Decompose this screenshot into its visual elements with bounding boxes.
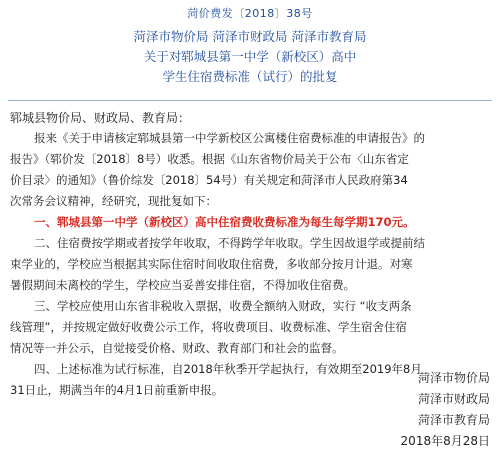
body-line: 二、住宿费按学期或者按学年收取，不得跨学年收取。学生因故退学或提前结 bbox=[34, 236, 425, 250]
body-line: 31日止，期满当年的4月1日前重新申报。 bbox=[10, 383, 224, 397]
addressee: 郓城县物价局、财政局、教育局： bbox=[10, 111, 191, 125]
body-line: 线管理”，并按规定做好收费公示工作，将收费项目、收费标准、学生宿舍住宿 bbox=[10, 320, 407, 334]
fee-standard-highlight: 一、郓城县第一中学（新校区）高中住宿费收费标准为每生每学期170元。 bbox=[34, 215, 415, 229]
body-line: 暑假期间未离校的学生，学校应当妥善安排住宿，不得加收住宿费。 bbox=[10, 278, 355, 292]
body-line: 价目录〉的通知》（鲁价综发〔2018〕54号）有关规定和菏泽市人民政府第34 bbox=[10, 173, 408, 187]
signature-block bbox=[401, 368, 490, 452]
body-line: 三、学校应使用山东省非税收入票据，收费全额纳入财政，实行 “收支两条 bbox=[34, 299, 412, 313]
body-line: 报来《关于申请核定郓城县第一中学新校区公寓楼住宿费标准的申请报告》的 bbox=[34, 131, 425, 145]
issuing-agencies: 菏泽市物价局 菏泽市财政局 菏泽市教育局 bbox=[133, 29, 367, 44]
signature-org-finance-bureau: 菏泽市财政局 bbox=[417, 392, 490, 406]
document-number: 菏价费发〔2018〕38号 bbox=[187, 7, 313, 20]
signature-org-price-bureau: 菏泽市物价局 bbox=[417, 371, 490, 385]
body-line: 四、上述标准为试行标准，自2018年秋季开学起执行，有效期至2019年8月 bbox=[34, 362, 422, 376]
signature-date: 2018年8月28日 bbox=[400, 434, 490, 448]
body-line: 情况等一并公示，自觉接受价格、财政、教育部门和社会的监督。 bbox=[10, 341, 344, 355]
document-body bbox=[10, 128, 492, 401]
header-divider bbox=[8, 100, 492, 101]
document-header bbox=[0, 27, 500, 87]
document-title-line-2: 学生住宿费标准（试行）的批复 bbox=[162, 69, 338, 84]
body-line: 次常务会议精神，经研究，现批复如下： bbox=[10, 194, 217, 208]
signature-org-education-bureau: 菏泽市教育局 bbox=[417, 413, 490, 427]
body-line: 报告》（郓价发〔2018〕8号）收悉。根据《山东省物价局关于公布〈山东省定 bbox=[10, 152, 409, 166]
body-line: 束学业的，学校应当根据其实际住宿时间收取住宿费，多收部分按月计退。对寒 bbox=[10, 257, 413, 271]
document-title-line-1: 关于对郓城县第一中学（新校区）高中 bbox=[143, 49, 357, 64]
